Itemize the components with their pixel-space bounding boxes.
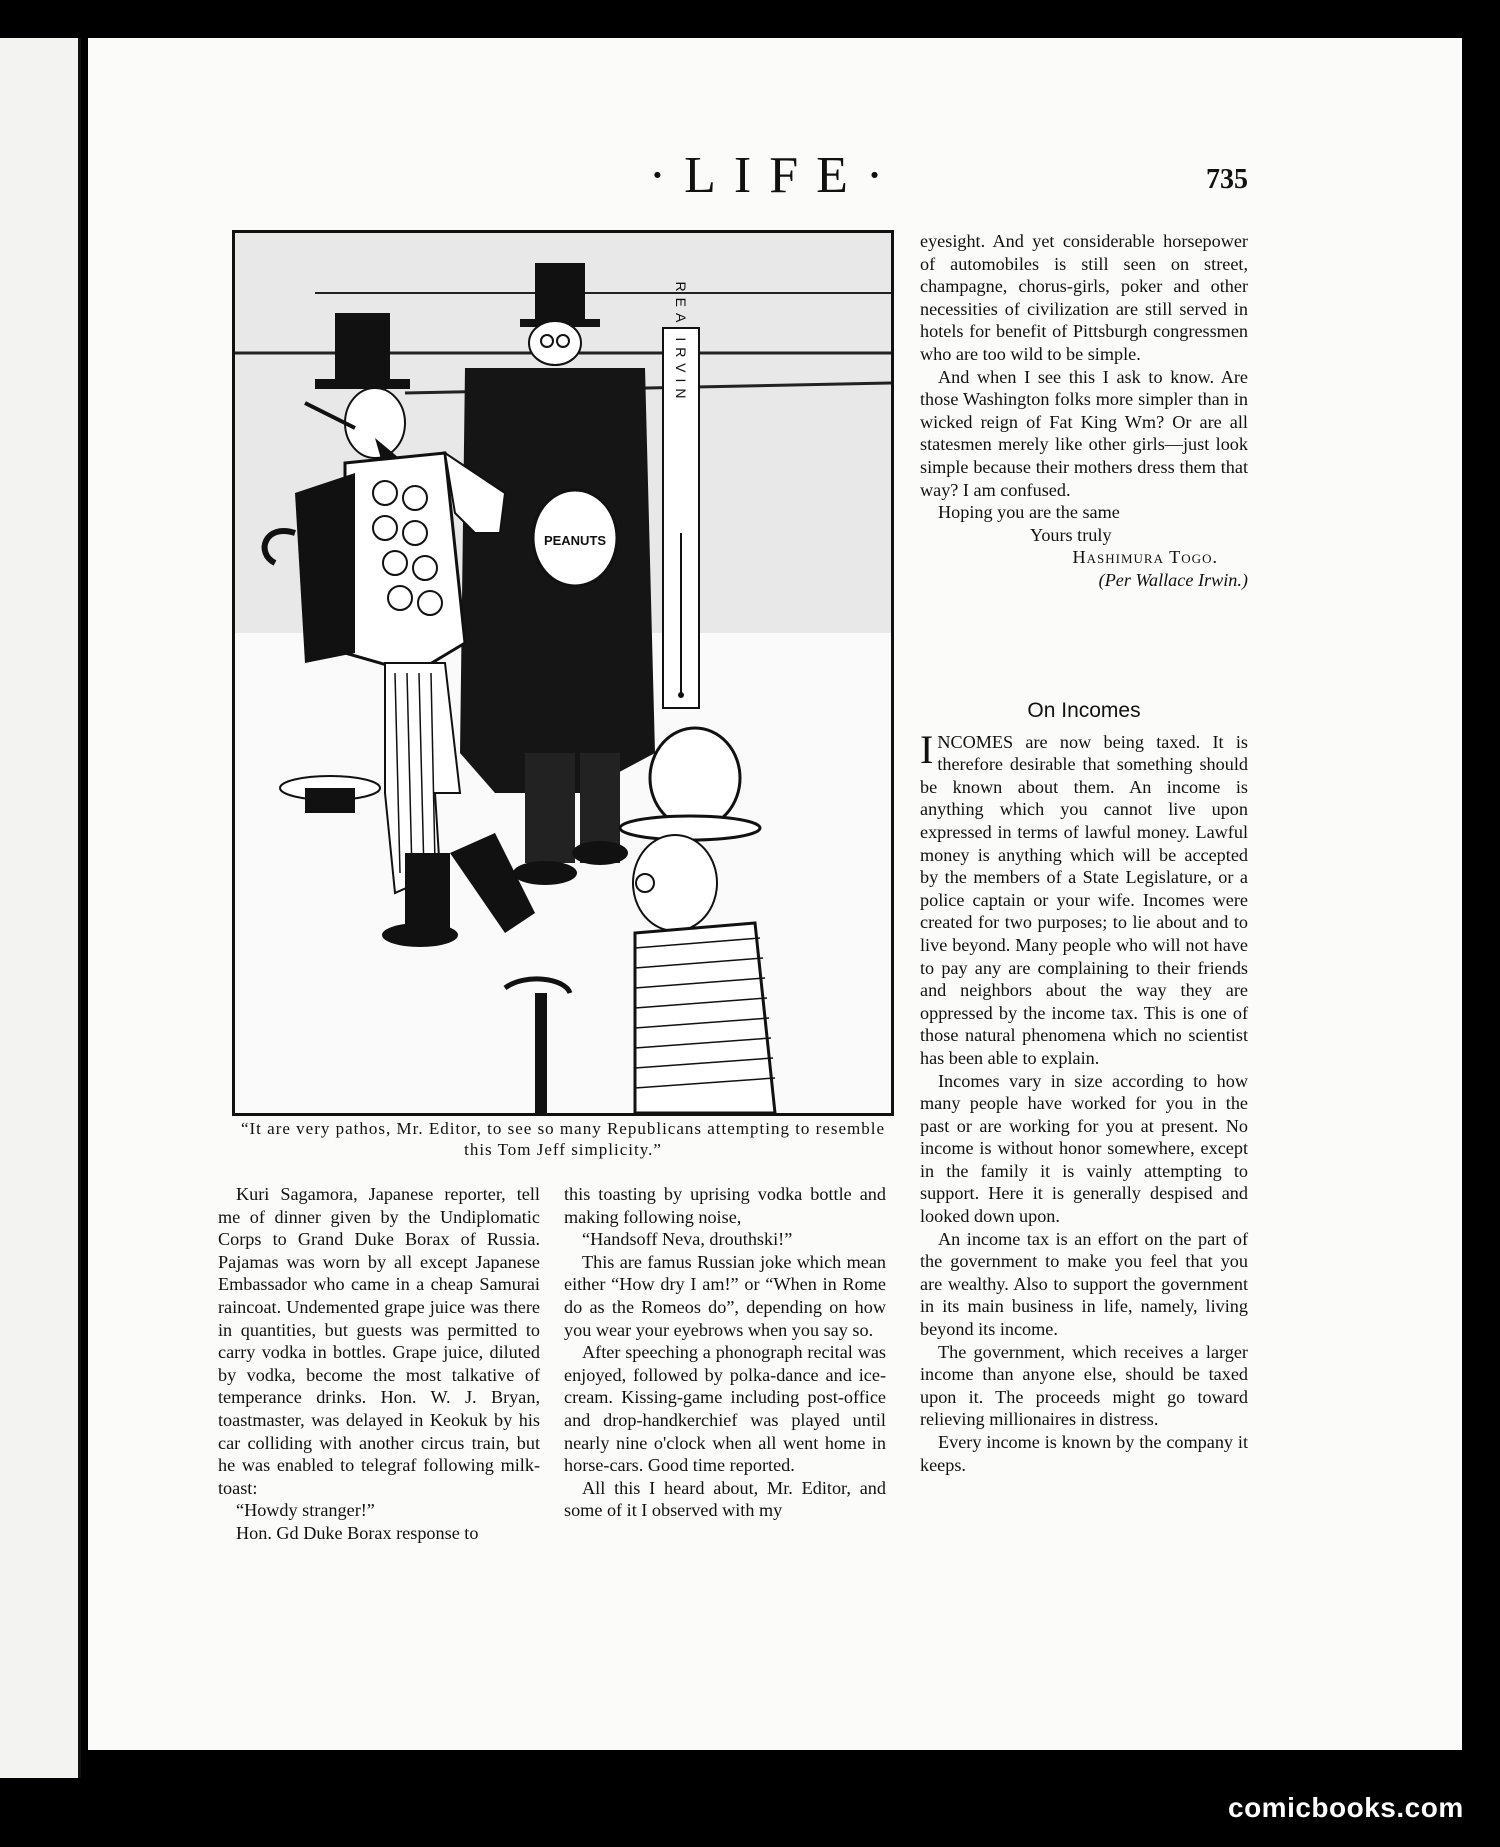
facing-page-edge [0, 38, 81, 1778]
attribution-text: (Per Wallace Irwin.) [1098, 569, 1248, 590]
paragraph: All this I heard about, Mr. Editor, and some of it I observed with my [564, 1477, 886, 1521]
cartoon-drawing [235, 233, 891, 1113]
column-a [218, 1183, 540, 1545]
page-number: 735 [1206, 164, 1248, 195]
section-heading: On Incomes [1027, 699, 1141, 722]
paragraph-text: NCOMES are now being taxed. It is therefore desirable that something should be known about them. An income is anything which you cannot live upon expressed in terms of lawful money. Lawful money is anything which will be accepted by the members of a State Legislature, or a police captain or your wife. Incomes were created for two purposes; to lie about and to live beyond. Many people who will not have to pay any are complaining to their friends and neighbors about the way they are oppressed by the income tax. This is one of those natural phenomena which no scientist has been able to explain. [920, 731, 1248, 1068]
illustration-caption: “It are very pathos, Mr. Editor, to see so many Republicans attempting to resemble this Tom Jeff simplicity.” [240, 1119, 886, 1159]
paragraph: Every income is known by the company it keeps. [920, 1432, 1248, 1475]
peanuts-bag-label: PEANUTS [543, 533, 607, 548]
paragraph: Kuri Sagamora, Japanese reporter, tell me of dinner given by the Undiplomatic Corps to Grand Duke Borax of Russia. Pajamas was worn by all except Japanese Embassador who came in a cheap Samurai raincoat. Undemented grape juice was there in quantities, but guests was permitted to carry vodka in bottles. Grape juice, diluted by vodka, become the most talkative of temperance drinks. Hon. W. J. Bryan, toastmaster, was delayed in Keokuk by his car colliding with another circus train, but he was enabled to telegraf following milk-toast: [218, 1184, 540, 1498]
letter-closing: Hoping you are the same [938, 502, 1120, 523]
column-b [564, 1183, 886, 1522]
watermark: comicbooks.com [1228, 1792, 1464, 1823]
artist-signature: REA IRVIN [673, 281, 689, 405]
paragraph: this toasting by uprising vodka bottle and making following noise, [564, 1184, 886, 1227]
on-incomes-article [920, 700, 1248, 1476]
paragraph: The government, which receives a larger income than anyone else, should be taxed upon it. The proceeds might go toward relieving millionaires in distress. [920, 1341, 1248, 1430]
paragraph: “Howdy stranger!” [236, 1500, 375, 1521]
paragraph [920, 726, 1248, 1070]
signature-name: Hashimura Togo. [1072, 547, 1218, 568]
paragraph: After speeching a phonograph recital was enjoyed, followed by polka-dance and ice-cream. Kissing-game including post-office and drop-handkerchief was played until nearly nine o'clock when all went home in horse-cars. Good time reported. [564, 1342, 886, 1476]
magazine-masthead: ·LIFE· [648, 147, 902, 204]
letter-signature [920, 546, 1248, 569]
paragraph: Incomes vary in size according to how many people have worked for you in the past or are working for you at present. No income is without honor somewhere, except in the family it is vainly attempting to support. Here it is generally despised and looked down upon. [920, 1070, 1248, 1227]
magazine-page [88, 38, 1462, 1750]
paragraph: “Handsoff Neva, drouthski!” [582, 1229, 793, 1250]
paragraph: An income tax is an effort on the part of the government to make you feel that you are wealthy. Also to support the government in its main business in life, namely, living beyond its income. [920, 1228, 1248, 1340]
drop-cap: I [920, 726, 934, 772]
column-c [920, 230, 1248, 592]
letter-valediction: Yours truly [1030, 524, 1112, 545]
paragraph: eyesight. And yet considerable horsepower of automobiles is still seen on street, champagne, chorus-girls, poker and other necessities of civilization are still served in hotels for benefit of Pittsburgh congressmen who are too wild to be simple. [920, 231, 1248, 364]
paragraph: This are famus Russian joke which mean either “How dry I am!” or “When in Rome do as the Romeos do”, depending on how you wear your eyebrows when you say so. [564, 1251, 886, 1340]
paragraph: And when I see this I ask to know. Are those Washington folks more simpler than in wicked reign of Fat King Wm? Or are all statesmen merely like other girls—just look simple because their mothers dress them that way? I am confused. [920, 366, 1248, 500]
cartoon-illustration [232, 230, 894, 1116]
paragraph: Hon. Gd Duke Borax response to [236, 1522, 479, 1543]
letter-attribution [920, 569, 1248, 592]
